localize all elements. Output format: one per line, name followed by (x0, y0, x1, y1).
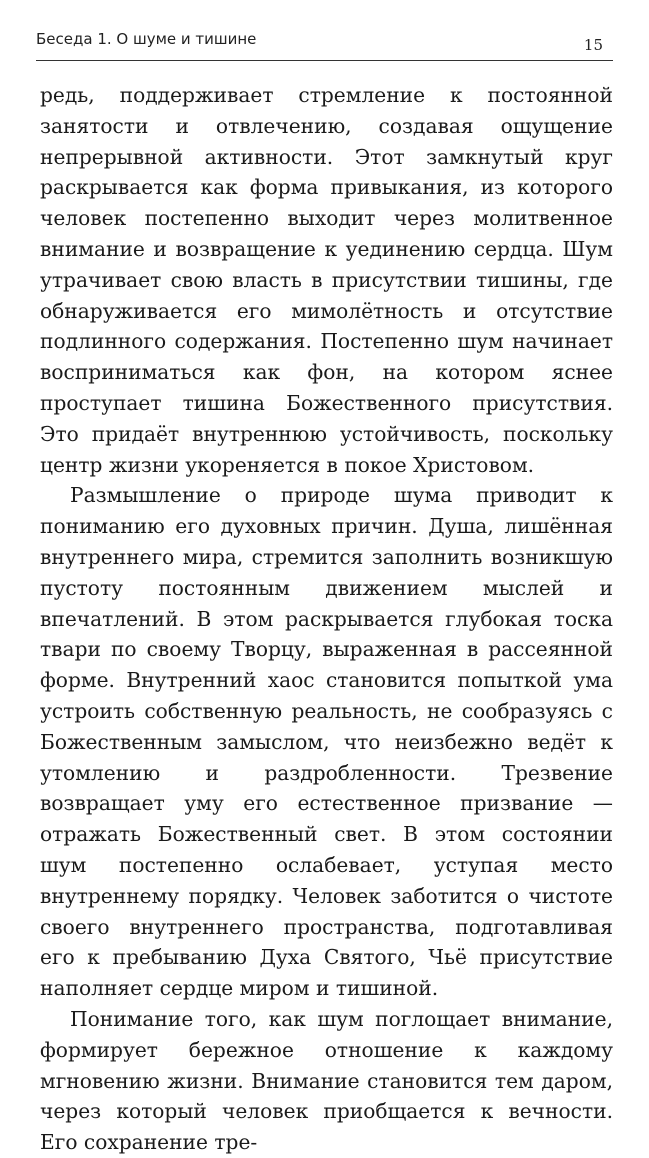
header-divider (36, 60, 613, 61)
body-text (40, 80, 613, 1158)
chapter-title: Беседа 1. О шуме и тишине (36, 30, 257, 48)
running-header (36, 28, 613, 62)
paragraph-1: редь, поддерживает стремление к постоянной занятости и отвлечению, создавая ощущение непрерывной активности. Этот замкнутый круг раскрывается как форма привыкания, из которого человек постепенно выходит через молитвенное внимание и возвращение к уединению сердца. Шум утрачивает свою власть в присутствии тишины, где обнаруживается его мимолётность и отсутствие подлинного содержания. Постепенно шум начинает восприниматься как фон, на котором яснее проступает тишина Божественного присутствия. Это придаёт внутреннюю устойчивость, поскольку центр жизни укореняется в покое Христовом. (40, 83, 613, 477)
paragraph-3: Понимание того, как шум поглощает внимание, формирует бережное отношение к каждому мгновению жизни. Внимание становится тем даром, через который человек приобщается к вечности. Его сохранение тре- (40, 1006, 613, 1155)
page-number: 15 (583, 36, 603, 54)
paragraph-2: Размышление о природе шума приводит к пониманию его духовных причин. Душа, лишённая внутреннего мира, стремится заполнить возникшую пустоту постоянным движением мыслей и впечатлений. В этом раскрывается глубокая тоска твари по своему Творцу, выраженная в рассеянной форме. Внутренний хаос становится попыткой ума устроить собственную реальность, не сообразуясь с Божественным замыслом, что неизбежно ведёт к утомлению и раздробленности. Трезвение возвращает уму его естественное призвание — отражать Божественный свет. В этом состоянии шум постепенно ослабевает, уступая место внутреннему порядку. Человек заботится о чистоте своего внутреннего пространства, подготавливая его к пребыванию Духа Святого, Чьё присутствие наполняет сердце миром и тишиной. (40, 483, 613, 1001)
